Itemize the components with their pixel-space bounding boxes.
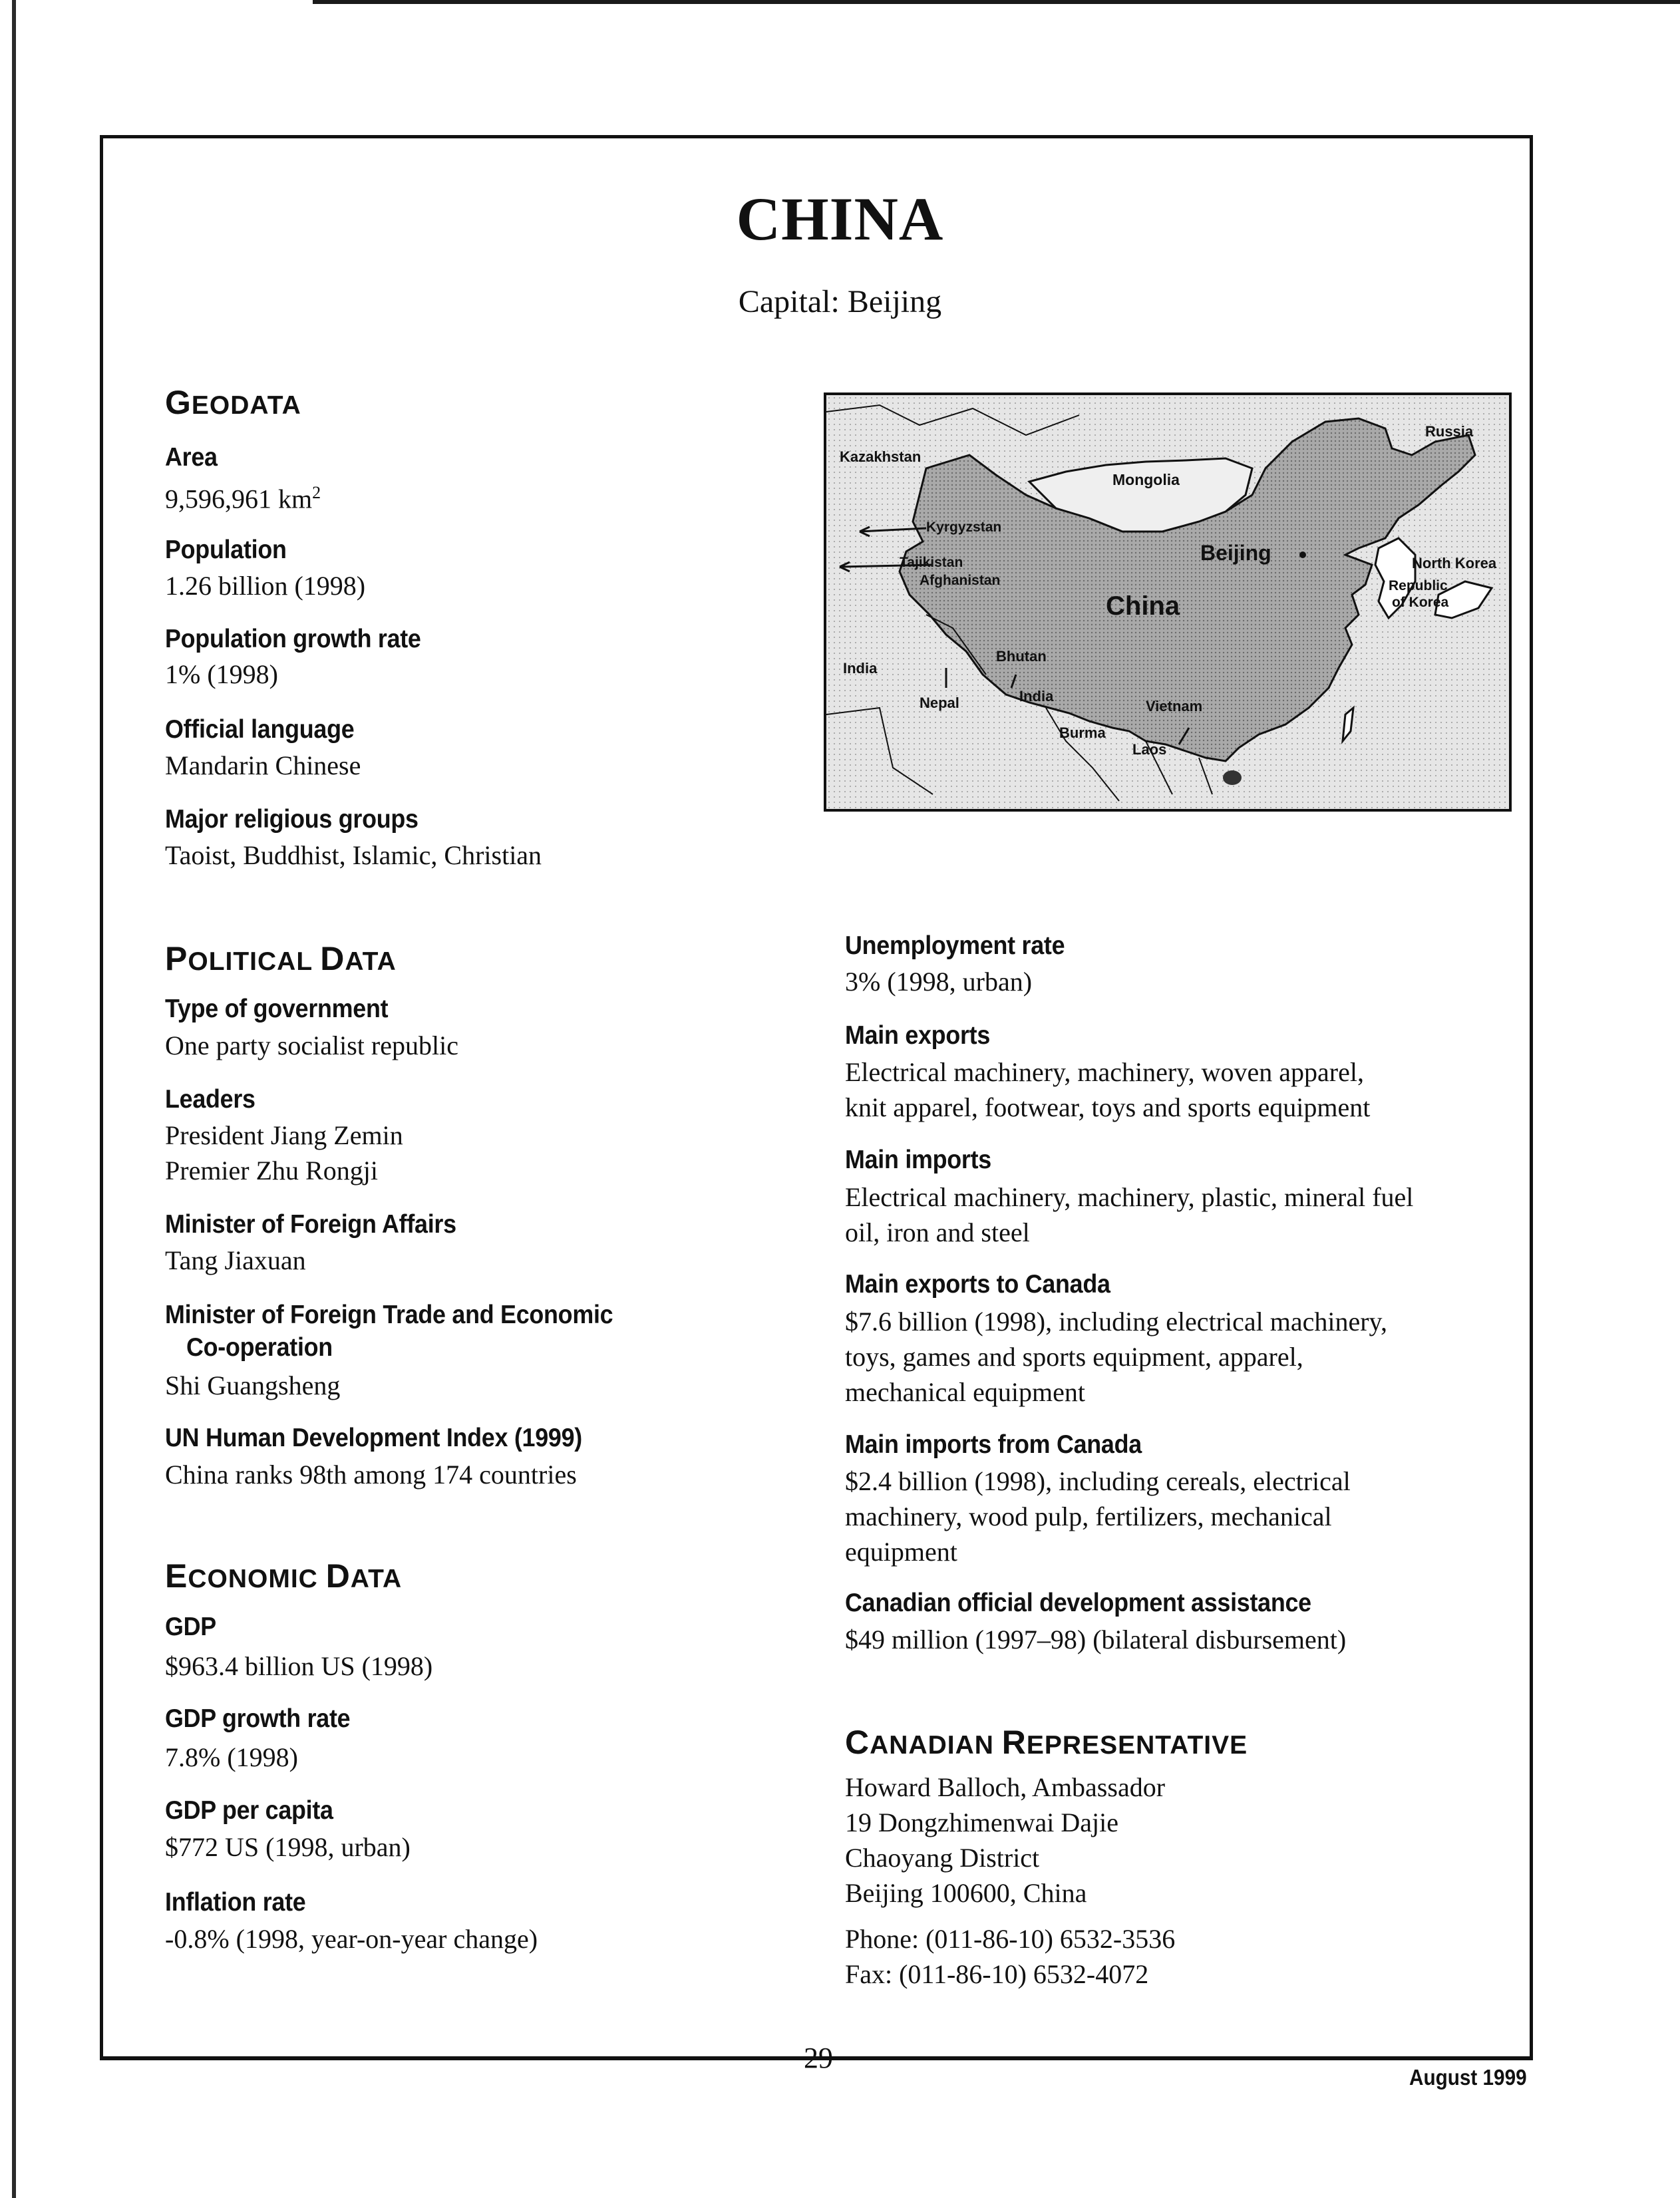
area-number: 9,596,961 km [165,484,313,514]
geodata-heading-rest: EODATA [191,391,301,420]
unemployment-value: 3% (1998, urban) [845,967,1033,997]
gdp-per-capita-value: $772 US (1998, urban) [165,1832,411,1862]
trade-minister-value: Shi Guangsheng [165,1370,341,1400]
gdp-label: GDP [165,1613,216,1641]
map-label-north-korea: North Korea [1412,555,1497,571]
address-district: Chaoyang District [845,1843,1040,1873]
political-heading-initial-1: P [165,940,188,977]
main-exports-label: Main exports [845,1021,990,1050]
government-type-label: Type of government [165,995,389,1023]
area-value [165,475,321,516]
map-label-kyrgyzstan: Kyrgyzstan [926,520,1002,535]
exports-to-canada-value-line2: toys, games and sports equipment, apparel, [845,1342,1303,1372]
hdi-label: UN Human Development Index (1999) [165,1424,582,1452]
page-number: 29 [804,2042,833,2074]
phone-number: Phone: (011-86-10) 6532-3536 [845,1924,1176,1954]
imports-from-canada-value-line1: $2.4 billion (1998), including cereals, electrical [845,1466,1351,1496]
main-exports-value-line2: knit apparel, footwear, toys and sports equipment [845,1092,1371,1122]
economic-heading-rest-2: ATA [350,1565,403,1593]
economic-heading-initial-1: E [165,1557,188,1595]
geodata-heading-initial: G [165,384,192,421]
economic-data-heading [165,1557,402,1595]
address-city: Beijing 100600, China [845,1878,1087,1908]
oda-value: $49 million (1997–98) (bilateral disbursement) [845,1625,1347,1654]
economic-heading-initial-2: D [325,1557,351,1595]
china-map [824,392,1512,812]
religious-groups-value: Taoist, Buddhist, Islamic, Christian [165,840,542,870]
exports-to-canada-value-line1: $7.6 billion (1998), including electrical machinery, [845,1307,1387,1336]
rep-heading-rest-2: EPRESENTATIVE [1026,1731,1248,1760]
rep-heading-rest-1: ANADIAN [870,1731,1002,1760]
fax-number: Fax: (011-86-10) 6532-4072 [845,1959,1149,1989]
area-label: Area [165,443,218,472]
hdi-value: China ranks 98th among 174 countries [165,1460,577,1490]
beijing-dot [1299,551,1306,558]
map-label-mongolia: Mongolia [1112,471,1180,488]
map-label-russia: Russia [1425,423,1474,440]
leaders-value-premier: Premier Zhu Rongji [165,1156,378,1185]
exports-to-canada-label: Main exports to Canada [845,1270,1110,1299]
map-label-kazakhstan: Kazakhstan [840,448,922,465]
main-exports-value-line1: Electrical machinery, machinery, woven apparel, [845,1057,1364,1087]
imports-from-canada-value-line3: equipment [845,1537,957,1567]
map-label-beijing: Beijing [1200,541,1271,565]
canadian-representative-heading [845,1723,1248,1762]
map-label-laos: Laos [1132,741,1167,758]
gdp-growth-value: 7.8% (1998) [165,1742,298,1772]
trade-minister-label-line2: Co-operation [186,1333,333,1362]
political-heading-rest-2: ATA [345,947,397,976]
map-label-india-west: India [843,660,878,677]
economic-heading-rest-1: CONOMIC [188,1565,326,1593]
page-title: CHINA [736,185,944,253]
map-label-of-korea: of Korea [1392,595,1449,610]
gdp-value: $963.4 billion US (1998) [165,1651,433,1681]
unemployment-label: Unemployment rate [845,931,1065,960]
scan-top-rule [313,0,1680,4]
map-label-republic: Republic [1389,578,1448,593]
map-label-tajikistan: Tajikistan [900,555,963,570]
political-heading-rest-1: OLITICAL [188,947,321,976]
official-language-label: Official language [165,715,355,744]
foreign-minister-label: Minister of Foreign Affairs [165,1210,456,1239]
political-heading-initial-2: D [320,940,345,977]
population-value: 1.26 billion (1998) [165,571,366,601]
area-unit-superscript: 2 [312,483,321,502]
map-label-vietnam: Vietnam [1146,698,1203,714]
main-imports-value-line2: oil, iron and steel [845,1217,1030,1247]
address-street: 19 Dongzhimenwai Dajie [845,1807,1118,1837]
rep-heading-initial-2: R [1001,1724,1027,1761]
trade-minister-label-line1: Minister of Foreign Trade and Economic [165,1301,613,1329]
official-language-value: Mandarin Chinese [165,750,361,780]
exports-to-canada-value-line3: mechanical equipment [845,1377,1085,1407]
foreign-minister-value: Tang Jiaxuan [165,1245,306,1275]
map-label-bhutan: Bhutan [996,648,1047,665]
leaders-value-president: President Jiang Zemin [165,1120,403,1150]
geodata-heading [165,383,301,422]
government-type-value: One party socialist republic [165,1030,458,1060]
oda-label: Canadian official development assistance [845,1589,1311,1617]
rep-heading-initial-1: C [845,1724,870,1761]
gdp-growth-label: GDP growth rate [165,1704,351,1733]
main-imports-value-line1: Electrical machinery, machinery, plastic, mineral fuel [845,1182,1414,1212]
gdp-per-capita-label: GDP per capita [165,1796,333,1825]
date-label: August 1999 [1409,2065,1527,2090]
population-growth-value: 1% (1998) [165,659,278,689]
religious-groups-label: Major religious groups [165,805,419,834]
political-data-heading [165,939,397,978]
main-imports-label: Main imports [845,1146,991,1174]
imports-from-canada-label: Main imports from Canada [845,1430,1142,1459]
scan-left-rule [12,0,16,2198]
map-label-nepal: Nepal [920,695,959,711]
leaders-label: Leaders [165,1085,255,1114]
inflation-label: Inflation rate [165,1888,306,1917]
representative-name: Howard Balloch, Ambassador [845,1772,1166,1802]
capital-line: Capital: Beijing [738,284,942,319]
map-label-afghanistan: Afghanistan [920,573,1001,588]
imports-from-canada-value-line2: machinery, wood pulp, fertilizers, mechanical [845,1501,1332,1531]
inflation-value: -0.8% (1998, year-on-year change) [165,1924,538,1954]
population-growth-label: Population growth rate [165,625,421,653]
population-label: Population [165,536,287,564]
map-label-india-east: India [1019,688,1054,705]
hainan-shape [1223,770,1242,785]
map-label-burma: Burma [1059,724,1106,741]
map-label-china: China [1106,591,1180,621]
